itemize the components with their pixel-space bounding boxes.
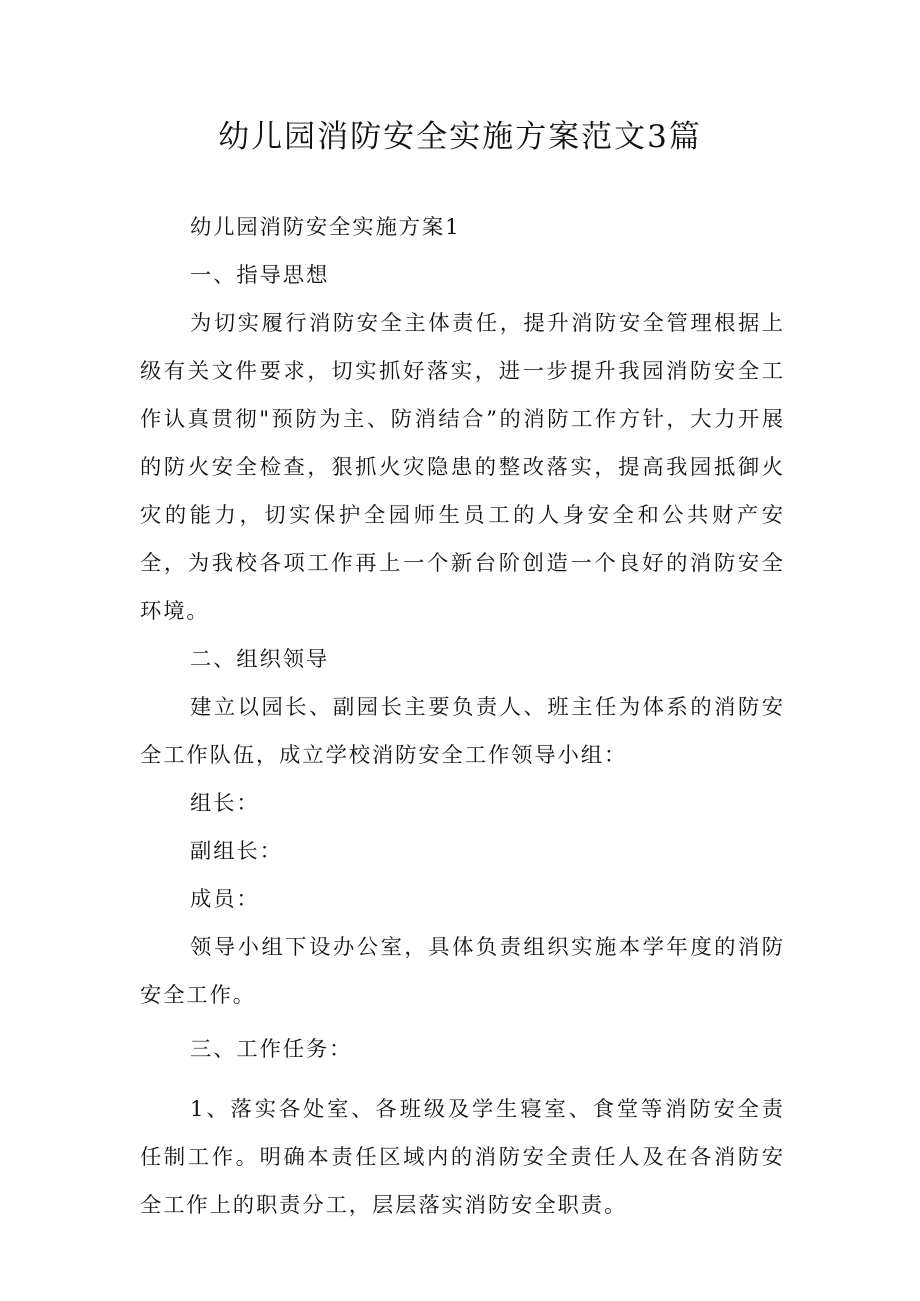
section-heading-plan-1: 幼儿园消防安全实施方案1 (190, 215, 461, 240)
paragraph-organization: 建立以园长、副园长主要负责人、班主任为体系的消防安全工作队伍，成立学校消防安全工作领导小组： (140, 695, 785, 768)
paragraph-guiding-ideology: 为切实履行消防安全主体责任，提升消防安全管理根据上级有关文件要求，切实抓好落实，进一步提升我园消防安全工作认真贯彻"预防为主、防消结合”的消防工作方针，大力开展的防火安全检查，狠抓火灾隐患的整改落实，提高我园抵御火灾的能力，切实保护全园师生员工的人身安全和公共财产安全，为我校各项工作再上一个新台阶创造一个良好的消防安全环境。 (140, 311, 785, 624)
document-title: 幼儿园消防安全实施方案范文3篇 (218, 119, 702, 155)
heading-work-tasks: 三、工作任务： (190, 1037, 353, 1062)
line-members: 成员： (190, 887, 260, 912)
paragraph-office: 领导小组下设办公室，具体负责组织实施本学年度的消防安全工作。 (140, 935, 785, 1008)
line-deputy-leader: 副组长： (190, 839, 283, 864)
document-body (140, 204, 785, 1230)
paragraph-task-1: 1、落实各处室、各班级及学生寝室、食堂等消防安全责任制工作。明确本责任区域内的消防安全责任人及在各消防安全工作上的职责分工，层层落实消防安全职责。 (140, 1097, 785, 1218)
heading-organization-leadership: 二、组织领导 (190, 647, 330, 672)
heading-guiding-ideology: 一、指导思想 (190, 263, 330, 288)
line-group-leader: 组长： (190, 791, 260, 816)
